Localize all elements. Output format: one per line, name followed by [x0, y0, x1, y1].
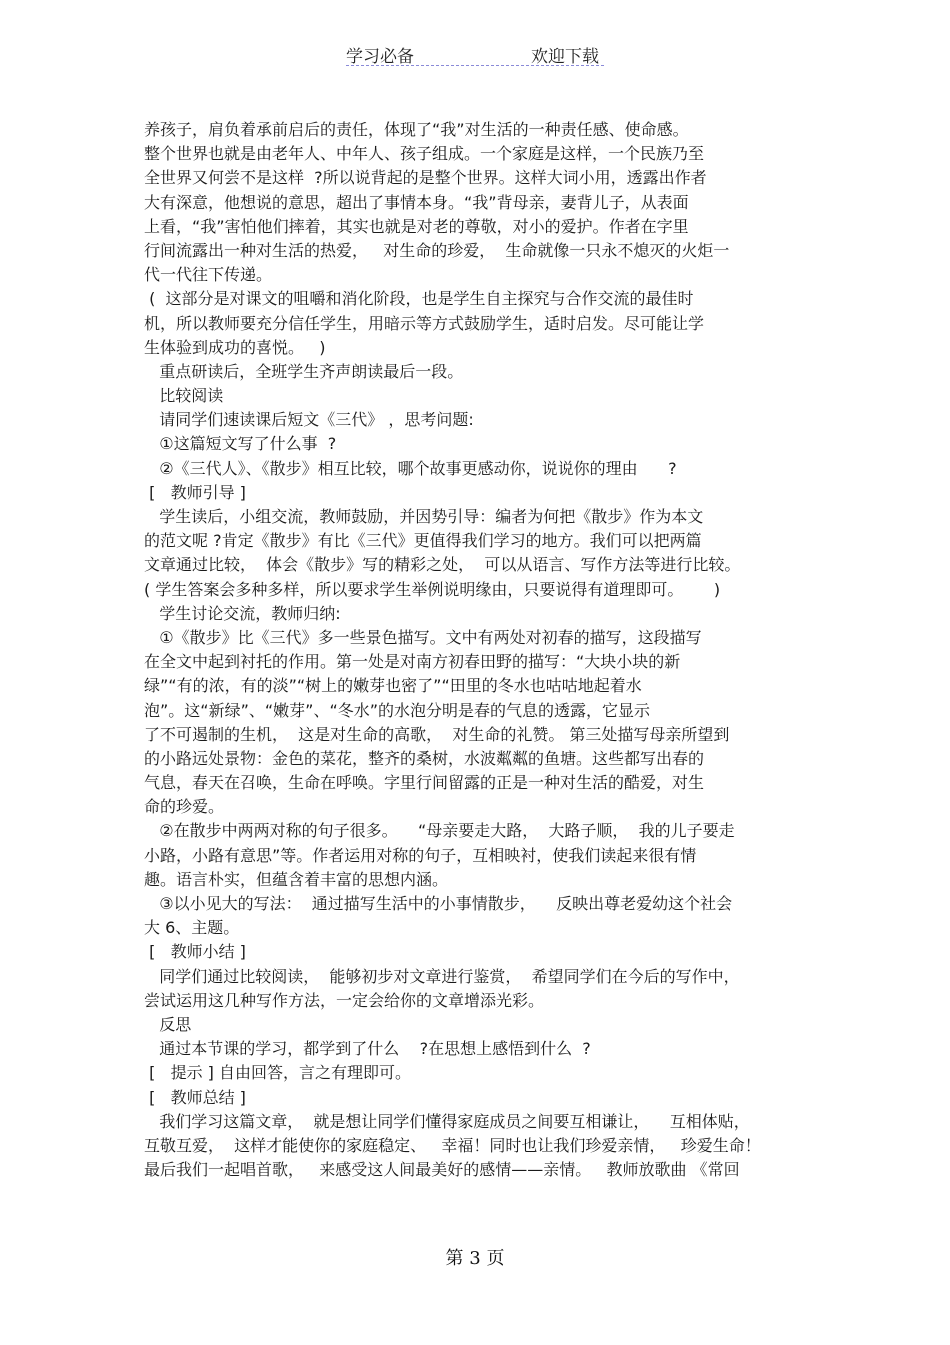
text-line: 气息，春天在召唤，生命在呼唤。字里行间留露的正是一种对生活的酷爱，对生 [144, 773, 705, 793]
text-line: 代一代往下传递。 [144, 265, 273, 285]
text-line: [ 教师引导 ] [144, 482, 246, 502]
header-dashed-rule [346, 65, 604, 66]
text-line: 的范文呢 ?肯定《散步》有比《三代》更值得我们学习的地方。我们可以把两篇 [144, 531, 702, 551]
text-line: 行间流露出一种对生活的热爱， 对生命的珍爱， 生命就像一只永不熄灭的火炬一 [144, 240, 730, 260]
text-line: 在全文中起到衬托的作用。第一处是对南方初春田野的描写：“大块小块的新 [144, 652, 681, 672]
page-number: 第 3 页 [445, 1248, 505, 1269]
text-line: ①这篇短文写了什么事 ? [144, 434, 337, 454]
text-line: [ 教师总结 ] [144, 1087, 246, 1107]
text-line: 我们学习这篇文章， 就是想让同学们懂得家庭成员之间要互相谦让， 互相体贴， [144, 1111, 750, 1131]
text-line: 大 6、主题。 [144, 918, 240, 938]
text-line: 互敬互爱， 这样才能使你的家庭稳定、 幸福！同时也让我们珍爱亲情， 珍爱生命！ [144, 1135, 761, 1155]
text-line: 大有深意，他想说的意思，超出了事情本身。“我”背母亲，妻背儿子，从表面 [144, 192, 689, 212]
text-line: 请同学们速读课后短文《三代》 ，思考问题: [144, 410, 474, 430]
text-line: 整个世界也就是由老年人、中年人、孩子组成。一个家庭是这样，一个民族乃至 [144, 144, 705, 164]
text-line: 比较阅读 [144, 386, 224, 406]
text-line: 学生读后，小组交流，教师鼓励，并因势引导：编者为何把《散步》作为本文 [144, 507, 704, 526]
text-line: 上看，“我”害怕他们摔着，其实也就是对老的尊敬，对小的爱护。作者在字里 [144, 216, 689, 236]
page-header [0, 40, 950, 68]
text-line: ①《散步》比《三代》多一些景色描写。文中有两处对初春的描写，这段描写 [144, 627, 702, 647]
text-line: 绿”“有的浓，有的淡”“树上的嫩芽也密了”“田里的冬水也咕咕地起着水 [144, 676, 642, 696]
text-line: 生体验到成功的喜悦。 ) [144, 337, 326, 357]
text-line: ③以小见大的写法： 通过描写生活中的小事情散步， 反映出尊老爱幼这个社会 [144, 894, 733, 913]
text-line: [ 提示 ] 自由回答，言之有理即可。 [144, 1063, 412, 1083]
text-line: 了不可遏制的生机， 这是对生命的高歌， 对生命的礼赞。 第三处描写母亲所望到 [144, 724, 730, 744]
text-line: 重点研读后，全班学生齐声朗读最后一段。 [144, 361, 464, 381]
text-line: 的小路远处景物：金色的菜花，整齐的桑树，水波粼粼的鱼塘。这些都写出春的 [144, 748, 705, 768]
text-line: 同学们通过比较阅读， 能够初步对文章进行鉴赏， 希望同学们在今后的写作中， [144, 966, 740, 986]
text-line: 文章通过比较， 体会《散步》写的精彩之处， 可以从语言、写作方法等进行比较。 [144, 555, 741, 575]
text-line: 通过本节课的学习，都学到了什么 ?在思想上感悟到什么 ? [144, 1039, 591, 1059]
text-line: 最后我们一起唱首歌， 来感受这人间最美好的感情——亲情。 教师放歌曲 《常回 [144, 1160, 740, 1180]
text-line: 全世界又何尝不是这样 ?所以说背起的是整个世界。这样大词小用，透露出作者 [144, 168, 707, 188]
text-line: 养孩子，肩负着承前启后的责任，体现了“我”对生活的一种责任感、使命感。 [144, 120, 689, 139]
body-text [144, 118, 812, 1182]
text-line: 趣。语言朴实，但蕴含着丰富的思想内涵。 [144, 869, 449, 889]
header-right-text: 欢迎下载 [531, 47, 599, 67]
text-line: 反思 [144, 1014, 192, 1034]
text-line: 小路，小路有意思”等。作者运用对称的句子，互相映衬，使我们读起来很有情 [144, 845, 697, 865]
text-line: 尝试运用这几种写作方法，一定会给你的文章增添光彩。 [144, 990, 545, 1010]
text-line: 泡”。这“新绿”、“嫩芽”、“冬水”的水泡分明是春的气息的透露，它显示 [144, 700, 651, 720]
text-line: ②在散步中两两对称的句子很多。 “母亲要走大路， 大路子顺， 我的儿子要走 [144, 821, 735, 841]
text-line: ( 学生答案会多种多样，所以要求学生举例说明缘由，只要说得有道理即可。 ) [144, 579, 721, 599]
text-line: 学生讨论交流，教师归纳: [144, 603, 341, 623]
text-line: 机，所以教师要充分信任学生，用暗示等方式鼓励学生，适时启发。尽可能让学 [144, 313, 705, 333]
text-line: ②《三代人》、《散步》相互比较，哪个故事更感动你，说说你的理由 ? [144, 458, 677, 478]
header-left-text: 学习必备 [346, 47, 414, 67]
text-line: ( 这部分是对课文的咀嚼和消化阶段，也是学生自主探究与合作交流的最佳时 [144, 289, 694, 309]
text-line: [ 教师小结 ] [144, 942, 246, 962]
text-line: 命的珍爱。 [144, 797, 225, 817]
